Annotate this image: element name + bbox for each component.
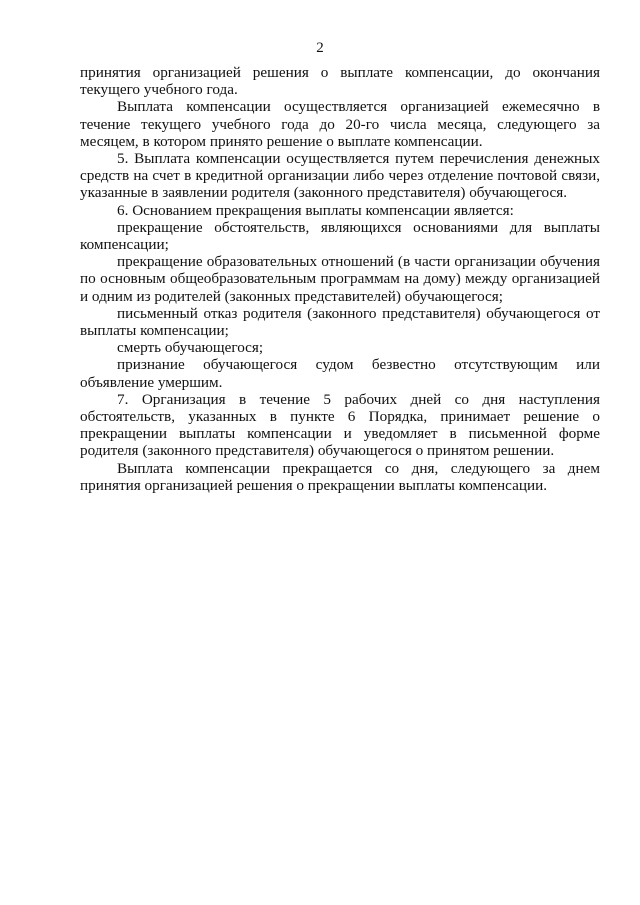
document-body (80, 64, 600, 494)
paragraph-payment-schedule: Выплата компенсации осуществляется организацией ежемесячно в течение текущего учебного года до 20-го числа месяца, следующего за месяцем, в котором принято решение о выплате компенсации. (80, 98, 600, 150)
paragraph-item-6: 6. Основанием прекращения выплаты компенсации является: (117, 201, 514, 219)
page-number: 2 (316, 40, 324, 56)
list-item-death: смерть обучающегося; (117, 339, 264, 357)
list-item-written-refusal: письменный отказ родителя (законного представителя) обучающегося от выплаты компенсации; (80, 304, 600, 340)
paragraph-termination: Выплата компенсации прекращается со дня, следующего за днем принятия организацией решения о прекращении выплаты компенсации. (80, 459, 600, 494)
list-item-missing-or-dead: признание обучающегося судом безвестно отсутствующим или объявление умершим. (80, 356, 600, 391)
list-item-relations-end: прекращение образовательных отношений (в части организации обучения по основным общеобразовательным программам на дому) между организацией и одним из родителей (законных представителей) обучающегося; (80, 253, 600, 305)
paragraph-item-5: 5. Выплата компенсации осуществляется путем перечисления денежных средств на счет в кредитной организации либо через отделение почтовой связи, указанные в заявлении родителя (законного представителя) обучающегося. (80, 150, 600, 202)
list-item-circumstances: прекращение обстоятельств, являющихся основаниями для выплаты компенсации; (80, 218, 600, 254)
paragraph-item-7: 7. Организация в течение 5 рабочих дней со дня наступления обстоятельств, указанных в пункте 6 Порядка, принимает решение о прекращении выплаты компенсации и уведомляет в письменной форме родителя (законного представителя) обучающегося о принятом решении. (80, 390, 600, 460)
paragraph-continuation: принятия организацией решения о выплате компенсации, до окончания текущего учебного года. (80, 64, 600, 99)
